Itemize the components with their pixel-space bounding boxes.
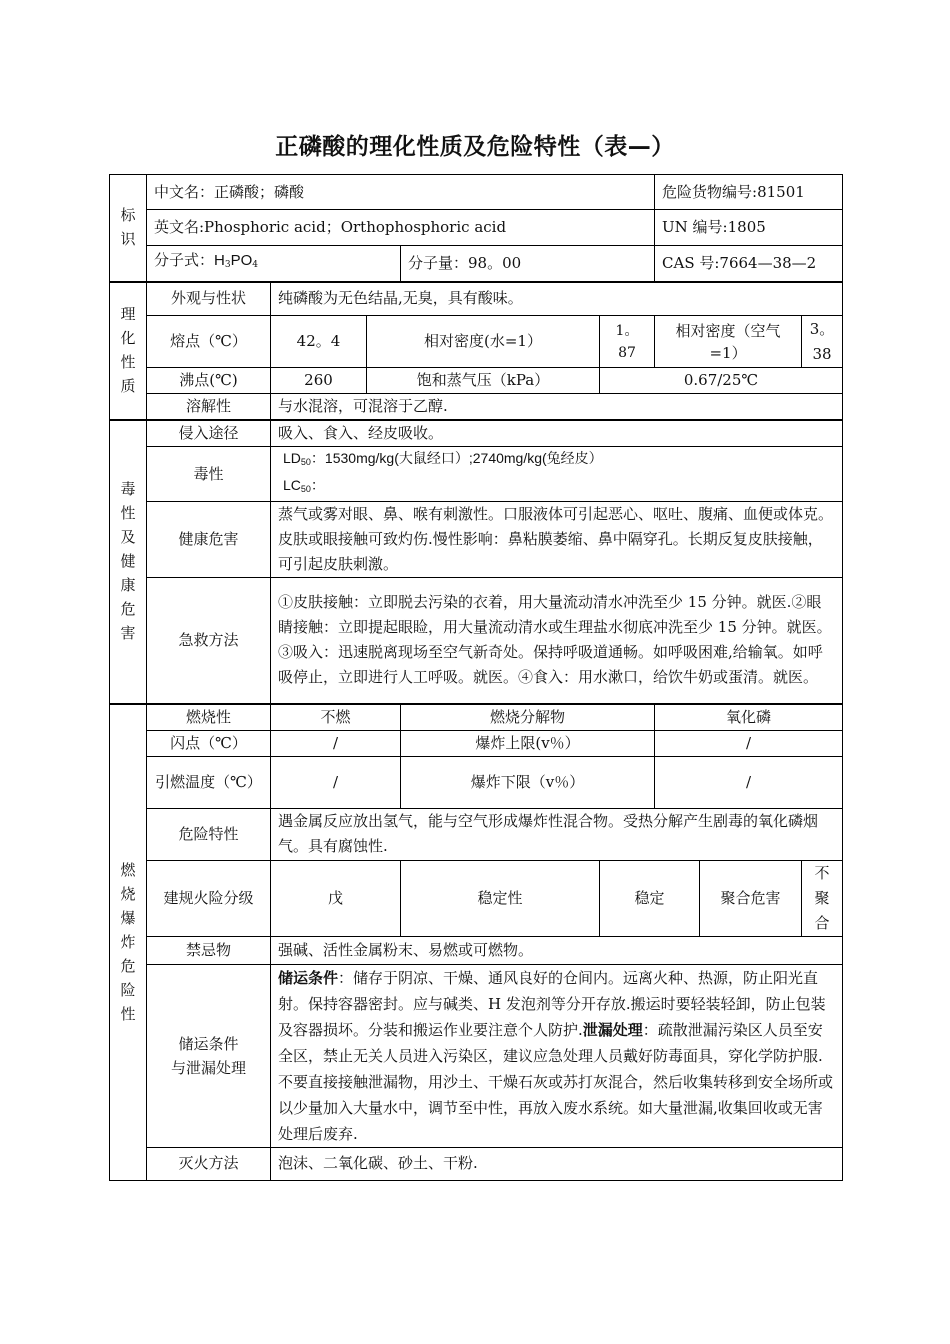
section-toxicity: 毒性及健康危害 [110,420,147,704]
combustion-value: 氧化磷 [655,704,843,731]
molecular-weight: 分子量：98。00 [401,246,655,282]
cas-number: CAS 号:7664—38—2 [655,246,843,282]
boiling-label: 沸点(℃) [147,368,271,394]
firstaid-label: 急救方法 [147,578,271,704]
flammability-label: 燃烧性 [147,704,271,731]
forbidden-label: 禁忌物 [147,936,271,964]
flash-value: / [271,730,401,756]
appearance-value: 纯磷酸为无色结晶,无臭，具有酸味。 [271,282,843,316]
polymer-label: 聚合危害 [700,860,802,936]
cn-name: 中文名：正磷酸；磷酸 [147,175,655,210]
msds-table [109,174,843,1181]
route-value: 吸入、食入、经皮吸收。 [271,420,843,447]
appearance-label: 外观与性状 [147,282,271,316]
stability-label: 稳定性 [401,860,600,936]
combustion-label: 燃烧分解物 [401,704,655,731]
firstaid-value: ①皮肤接触：立即脱去污染的衣着，用大量流动清水冲洗至少 15 分钟。就医.②眼睛接触：立即提起眼睑，用大量流动清水或生理盐水彻底冲洗至少 15 分钟。就医。③吸入：迅速脱离现场至空气新奇处。保持呼吸道通畅。如呼吸困难,给输氧。如呼吸停止，立即进行人工呼吸。就医。④食入：用水漱口，给饮牛奶或蛋清。就医。 [271,578,843,704]
stability-value: 稳定 [600,860,700,936]
ignition-value: / [271,756,401,808]
ld50-line: $LD_{50}$：1530mg/kg(大鼠经口）;2740mg/kg(兔经皮） [283,450,603,467]
density-water-value: 1。87 [600,316,655,368]
molecular-formula: 分子式：$H_3PO_4$ [147,246,401,282]
extinguish-label: 灭火方法 [147,1147,271,1180]
forbidden-value: 强碱、活性金属粉末、易燃或可燃物。 [271,936,843,964]
density-air-value: 3。38 [802,316,843,368]
health-value: 蒸气或雾对眼、鼻、喉有刺激性。口服液体可引起恶心、呕吐、腹痛、血便或体克。皮肤或眼接触可致灼伤.慢性影响：鼻粘膜萎缩、鼻中隔穿孔。长期反复皮肤接触，可引起皮肤刺激。 [271,502,843,578]
vapor-pressure-value: 0.67/25℃ [600,368,843,394]
ignition-label: 引燃温度（℃） [147,756,271,808]
storage-label: 储运条件 与泄漏处理 [147,964,271,1147]
en-name: 英文名:Phosphoric acid；Orthophosphoric acid [147,210,655,246]
density-water-label: 相对密度(水=1） [367,316,600,368]
section-fire: 燃烧爆炸危险性 [110,704,147,1181]
hazard-label: 危险特性 [147,808,271,860]
upper-limit-value: / [655,730,843,756]
storage-value: 储运条件：储存于阴凉、干燥、通风良好的仓间内。远离火种、热源，防止阳光直射。保持容器密封。应与碱类、H 发泡剂等分开存放.搬运时要轻装轻卸，防止包装及容器损坏。分装和搬运作业要注意个人防护.泄漏处理：疏散泄漏污染区人员至安全区，禁止无关人员进入污染区，建议应急处理人员戴好防毒面具，穿化学防护服.不要直接接触泄漏物，用沙土、干燥石灰或苏打灰混合，然后收集转移到安全场所或以少量加入大量水中，调节至中性，再放入废水系统。如大量泄漏,收集回收或无害处理后废弃. [271,964,843,1147]
solubility-value: 与水混溶，可混溶于乙醇. [271,394,843,421]
lower-limit-value: / [655,756,843,808]
hazard-value: 遇金属反应放出氢气，能与空气形成爆炸性混合物。受热分解产生剧毒的氧化磷烟气。具有腐蚀性. [271,808,843,860]
lc50-line: $LC_{50}$： [283,477,325,494]
un-number: UN 编号:1805 [655,210,843,246]
fire-class-label: 建规火险分级 [147,860,271,936]
flash-label: 闪点（℃） [147,730,271,756]
boiling-value: 260 [271,368,367,394]
density-air-label: 相对密度（空气=1） [655,316,802,368]
section-physchem: 理化性质 [110,282,147,421]
fire-class-value: 戊 [271,860,401,936]
hazard-number: 危险货物编号:81501 [655,175,843,210]
toxicity-value [271,447,843,502]
vapor-pressure-label: 饱和蒸气压（kPa） [367,368,600,394]
lower-limit-label: 爆炸下限（v％） [401,756,655,808]
polymer-value: 不聚合 [802,860,843,936]
solubility-label: 溶解性 [147,394,271,421]
document-title: 正磷酸的理化性质及危险特性（表—） [275,134,675,160]
melting-label: 熔点（℃） [147,316,271,368]
flammability-value: 不燃 [271,704,401,731]
section-identification: 标识 [110,175,147,282]
route-label: 侵入途径 [147,420,271,447]
extinguish-value: 泡沫、二氧化碳、砂土、干粉. [271,1147,843,1180]
health-label: 健康危害 [147,502,271,578]
upper-limit-label: 爆炸上限(v％） [401,730,655,756]
toxicity-label: 毒性 [147,447,271,502]
melting-value: 42。4 [271,316,367,368]
